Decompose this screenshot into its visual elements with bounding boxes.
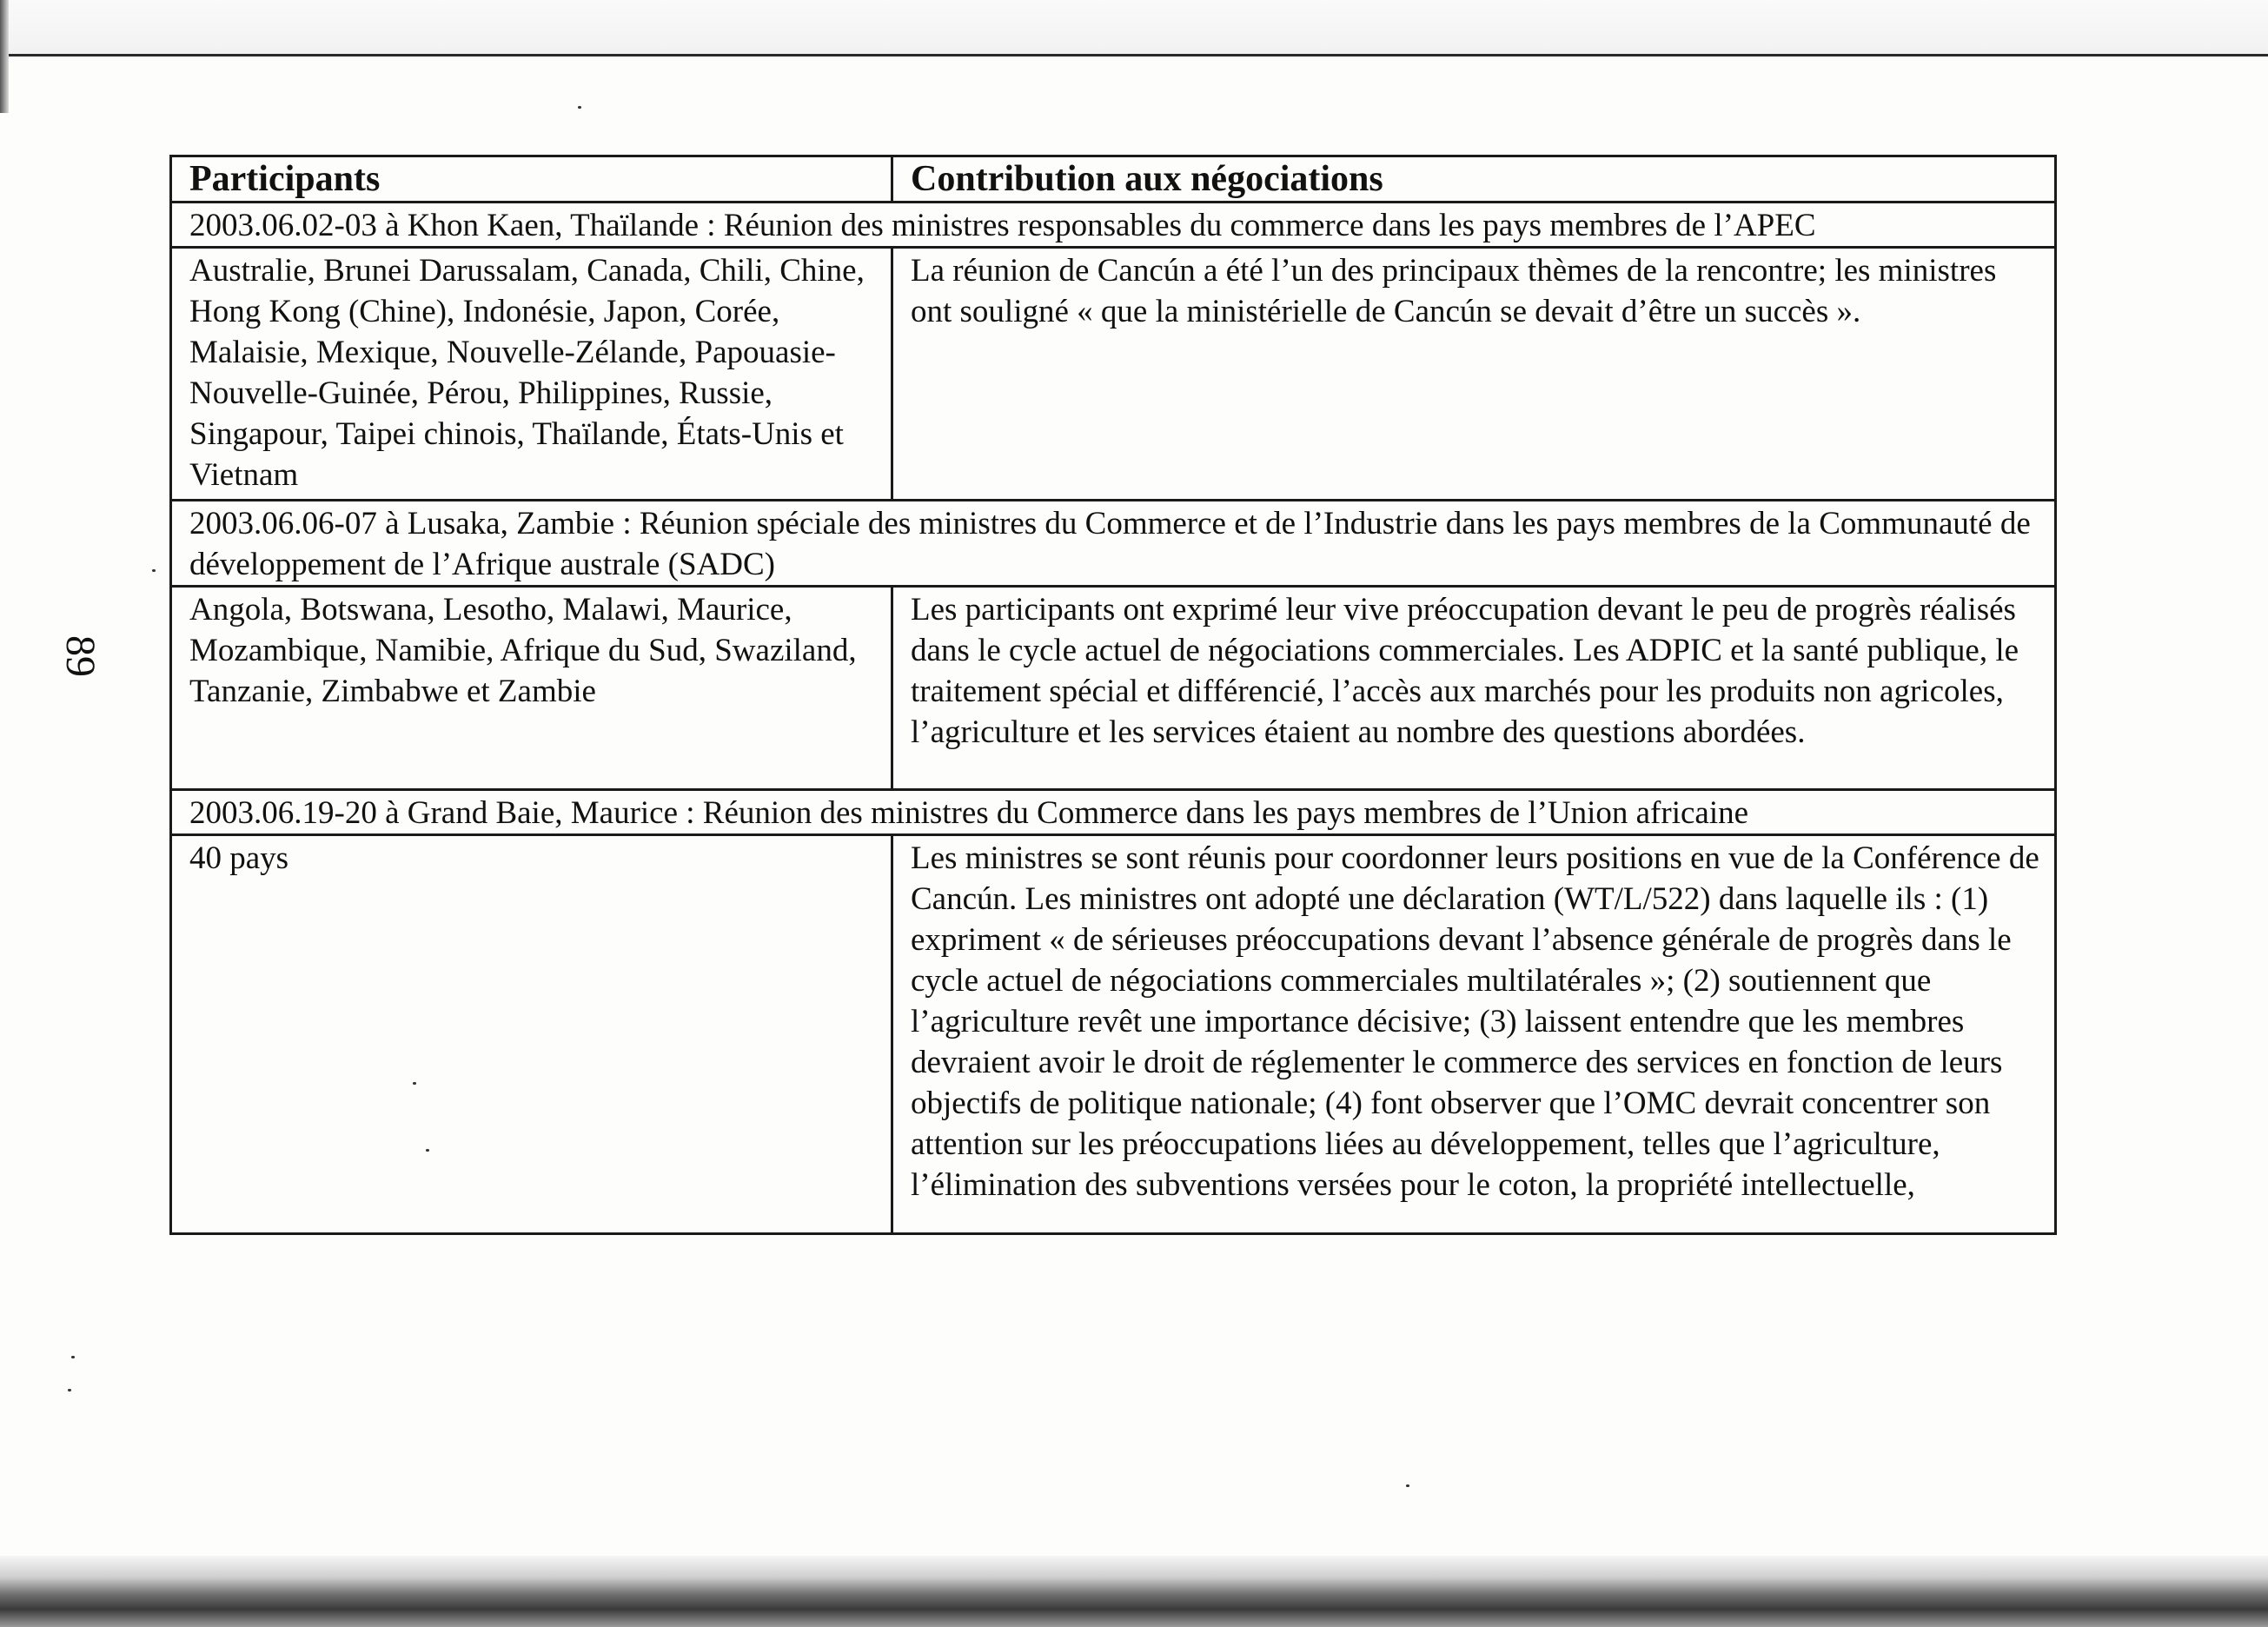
scan-speck (1406, 1484, 1409, 1487)
participants-cell: Angola, Botswana, Lesotho, Malawi, Maurice, Mozambique, Namibie, Afrique du Sud, Swaziland, Tanzanie, Zimbabwe et Zambie (171, 587, 892, 790)
participants-cell: 40 pays (171, 835, 892, 1234)
table-header-row (171, 156, 2056, 203)
header-contribution: Contribution aux négociations (892, 156, 2056, 203)
table-row (171, 248, 2056, 501)
contribution-cell: Les participants ont exprimé leur vive préoccupation devant le peu de progrès réalisés dans le cycle actuel de négociations commerciales. Les ADPIC et la santé publique, le traitement spécial et différencié, l’accès aux marchés pour les produits non agricoles, l’agriculture et les services étaient au nombre des questions abordées. (892, 587, 2056, 790)
contribution-cell: La réunion de Cancún a été l’un des principaux thèmes de la rencontre; les ministres ont souligné « que la ministérielle de Cancún se devait d’être un succès ». (892, 248, 2056, 501)
table-row (171, 835, 2056, 1234)
meeting-row (171, 790, 2056, 835)
participants-cell: Australie, Brunei Darussalam, Canada, Chili, Chine, Hong Kong (Chine), Indonésie, Japon, Corée, Malaisie, Mexique, Nouvelle-Zélande, Papouasie-Nouvelle-Guinée, Pérou, Philippines, Russie, Singapour, Taipei chinois, Thaïlande, États-Unis et Vietnam (171, 248, 892, 501)
scan-top-edge (0, 0, 2268, 56)
scan-left-edge (0, 0, 9, 113)
meeting-row (171, 203, 2056, 248)
meeting-title: 2003.06.06-07 à Lusaka, Zambie : Réunion spéciale des ministres du Commerce et de l’Industrie dans les pays membres de la Communauté de développement de l’Afrique australe (SADC) (171, 501, 2056, 587)
meeting-title: 2003.06.19-20 à Grand Baie, Maurice : Réunion des ministres du Commerce dans les pays membres de l’Union africaine (171, 790, 2056, 835)
contribution-cell: Les ministres se sont réunis pour coordonner leurs positions en vue de la Conférence de Cancún. Les ministres ont adopté une déclaration (WT/L/522) dans laquelle ils : (1) expriment « de sérieuses préoccupations devant l’absence générale de progrès dans le cycle actuel de négociations commerciales multilatérales »; (2) soutiennent que l’agriculture revêt une importance décisive; (3) laissent entendre que les membres devraient avoir le droit de réglementer le commerce des services en fonction de leurs objectifs de politique nationale; (4) font observer que l’OMC devrait concentrer son attention sur les préoccupations liées au développement, telles que l’agriculture, l’élimination des subventions versées pour le coton, la propriété intellectuelle, (892, 835, 2056, 1234)
meeting-title: 2003.06.02-03 à Khon Kaen, Thaïlande : Réunion des ministres responsables du commerce dans les pays membres de l’APEC (171, 203, 2056, 248)
table-row (171, 587, 2056, 790)
scan-speck (68, 1389, 71, 1391)
scan-speck (71, 1356, 75, 1358)
scan-bottom-edge (0, 1556, 2268, 1627)
scan-speck (426, 1149, 429, 1152)
scan-speck (578, 106, 581, 109)
page-number: 89 (57, 635, 103, 677)
negotiations-table (169, 155, 2057, 1235)
meeting-row (171, 501, 2056, 587)
header-participants: Participants (171, 156, 892, 203)
scan-speck (413, 1082, 416, 1085)
scan-speck (152, 569, 156, 572)
